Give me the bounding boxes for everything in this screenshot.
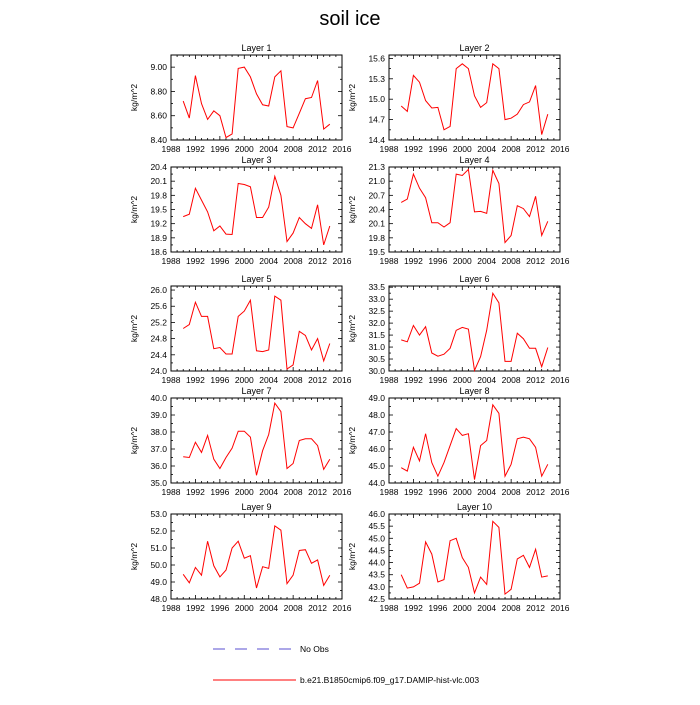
y-axis-label: kg/m^2 (129, 83, 139, 112)
panel-title: Layer 7 (241, 386, 272, 396)
y-tick-label: 26.0 (150, 285, 167, 296)
x-tick-label: 2000 (234, 375, 254, 385)
y-tick-label: 33.5 (368, 282, 385, 293)
series-line (401, 169, 548, 242)
panel-10 (347, 502, 570, 613)
panel-7 (129, 386, 352, 497)
x-tick-label: 2016 (550, 256, 570, 266)
y-tick-label: 31.0 (368, 342, 385, 353)
y-tick-label: 45.0 (368, 461, 385, 471)
x-tick-label: 2000 (452, 603, 472, 613)
x-tick-label: 2004 (477, 256, 497, 266)
x-tick-label: 2012 (526, 256, 546, 266)
panel-title: Layer 1 (241, 43, 272, 53)
x-tick-label: 2004 (259, 256, 279, 266)
x-tick-label: 1992 (403, 375, 423, 385)
y-tick-label: 49.0 (368, 393, 385, 403)
x-tick-label: 2000 (452, 487, 472, 497)
panel-title: Layer 10 (456, 502, 493, 512)
series-line (401, 521, 548, 594)
x-tick-label: 1988 (379, 603, 399, 613)
series-line (183, 296, 330, 369)
y-tick-label: 48.0 (368, 410, 385, 420)
x-tick-label: 2000 (234, 487, 254, 497)
y-axis-label: kg/m^2 (347, 195, 357, 224)
plot-frame (171, 398, 342, 483)
series-line (183, 176, 330, 245)
x-tick-label: 2008 (501, 256, 521, 266)
panel-6 (347, 274, 570, 385)
x-tick-label: 2012 (308, 144, 328, 154)
y-tick-label: 9.00 (150, 62, 167, 73)
y-tick-label: 19.8 (368, 232, 385, 243)
x-tick-label: 2016 (332, 144, 352, 154)
x-tick-label: 2012 (308, 256, 328, 266)
y-tick-label: 18.6 (150, 247, 167, 257)
x-tick-label: 2008 (501, 603, 521, 613)
x-tick-label: 1988 (161, 487, 181, 497)
y-tick-label: 19.5 (368, 247, 385, 257)
x-tick-label: 1992 (185, 256, 205, 266)
x-tick-label: 1996 (210, 375, 230, 385)
panel-3 (129, 155, 352, 266)
y-tick-label: 40.0 (150, 393, 167, 403)
x-tick-label: 2000 (234, 603, 254, 613)
y-tick-label: 52.0 (150, 526, 167, 536)
panel-5 (129, 274, 352, 385)
series-line (401, 405, 548, 480)
x-tick-label: 2016 (332, 256, 352, 266)
series-line (183, 67, 330, 138)
x-tick-label: 2012 (308, 375, 328, 385)
x-tick-label: 1992 (403, 487, 423, 497)
y-axis-label: kg/m^2 (129, 195, 139, 224)
x-tick-label: 2016 (332, 375, 352, 385)
x-tick-label: 2000 (234, 256, 254, 266)
x-tick-label: 1996 (428, 256, 448, 266)
series-line (183, 526, 330, 588)
y-tick-label: 21.3 (368, 162, 385, 172)
x-tick-label: 1996 (428, 603, 448, 613)
x-tick-label: 2016 (332, 603, 352, 613)
x-tick-label: 1988 (161, 603, 181, 613)
y-tick-label: 35.0 (150, 478, 167, 488)
x-tick-label: 2008 (501, 144, 521, 154)
x-tick-label: 1996 (210, 603, 230, 613)
x-tick-label: 2008 (283, 603, 303, 613)
y-tick-label: 50.0 (150, 560, 167, 570)
y-tick-label: 51.0 (150, 543, 167, 553)
x-tick-label: 2012 (526, 144, 546, 154)
x-tick-label: 1988 (161, 144, 181, 154)
y-axis-label: kg/m^2 (129, 542, 139, 571)
y-tick-label: 18.9 (150, 232, 167, 243)
plot-frame (389, 286, 560, 371)
x-tick-label: 2016 (550, 375, 570, 385)
y-tick-label: 38.0 (150, 427, 167, 437)
y-tick-label: 15.0 (368, 94, 385, 105)
plot-frame (171, 286, 342, 371)
y-tick-label: 48.0 (150, 594, 167, 604)
y-tick-label: 24.4 (150, 349, 167, 360)
y-tick-label: 46.0 (368, 444, 385, 454)
y-tick-label: 49.0 (150, 577, 167, 587)
y-tick-label: 15.3 (368, 73, 385, 84)
x-tick-label: 1996 (428, 487, 448, 497)
y-tick-label: 8.40 (150, 135, 167, 145)
x-tick-label: 2004 (259, 603, 279, 613)
y-tick-label: 15.6 (368, 53, 385, 64)
y-tick-label: 42.5 (368, 594, 385, 604)
x-tick-label: 1992 (185, 144, 205, 154)
y-tick-label: 37.0 (150, 444, 167, 454)
y-tick-label: 30.0 (368, 366, 385, 376)
y-tick-label: 20.7 (368, 190, 385, 201)
y-tick-label: 53.0 (150, 509, 167, 519)
y-tick-label: 20.4 (368, 204, 385, 215)
x-tick-label: 2012 (526, 375, 546, 385)
y-tick-label: 14.7 (368, 114, 385, 125)
y-tick-label: 44.0 (368, 478, 385, 488)
x-tick-label: 2000 (452, 256, 472, 266)
x-tick-label: 2012 (526, 487, 546, 497)
panel-2 (347, 43, 570, 154)
y-tick-label: 33.0 (368, 294, 385, 305)
x-tick-label: 1996 (210, 144, 230, 154)
x-tick-label: 1988 (379, 375, 399, 385)
x-tick-label: 2004 (259, 144, 279, 154)
y-tick-label: 32.0 (368, 318, 385, 329)
panel-1 (129, 43, 352, 154)
y-tick-label: 30.5 (368, 354, 385, 365)
panel-title: Layer 5 (241, 274, 272, 284)
plot-frame (389, 55, 560, 140)
x-tick-label: 2000 (452, 144, 472, 154)
series-line (401, 64, 548, 135)
x-tick-label: 2012 (308, 487, 328, 497)
panel-4 (347, 155, 570, 266)
y-tick-label: 19.8 (150, 190, 167, 201)
y-tick-label: 21.0 (368, 176, 385, 187)
x-tick-label: 1988 (161, 256, 181, 266)
x-tick-label: 1996 (210, 487, 230, 497)
y-tick-label: 31.5 (368, 330, 385, 341)
y-tick-label: 46.0 (368, 509, 385, 519)
x-tick-label: 1988 (379, 256, 399, 266)
y-tick-label: 8.80 (150, 86, 167, 97)
y-tick-label: 44.0 (368, 557, 385, 568)
x-tick-label: 2004 (477, 487, 497, 497)
y-tick-label: 25.2 (150, 317, 167, 328)
x-tick-label: 2016 (332, 487, 352, 497)
y-tick-label: 45.5 (368, 521, 385, 532)
y-tick-label: 19.2 (150, 218, 167, 229)
x-tick-label: 2004 (259, 487, 279, 497)
y-tick-label: 43.0 (368, 581, 385, 592)
x-tick-label: 1988 (379, 487, 399, 497)
x-tick-label: 1992 (403, 603, 423, 613)
x-tick-label: 1992 (185, 375, 205, 385)
panel-title: Layer 6 (459, 274, 490, 284)
y-axis-label: kg/m^2 (347, 83, 357, 112)
y-tick-label: 20.4 (150, 162, 167, 172)
x-tick-label: 2000 (452, 375, 472, 385)
y-axis-label: kg/m^2 (347, 426, 357, 455)
x-tick-label: 2008 (283, 144, 303, 154)
panel-title: Layer 9 (241, 502, 272, 512)
x-tick-label: 2016 (550, 144, 570, 154)
x-tick-label: 2008 (501, 375, 521, 385)
y-axis-label: kg/m^2 (129, 314, 139, 343)
plot-frame (171, 55, 342, 140)
panel-title: Layer 4 (459, 155, 490, 165)
panel-8 (347, 386, 570, 497)
x-tick-label: 2016 (550, 487, 570, 497)
x-tick-label: 2004 (259, 375, 279, 385)
panel-title: Layer 3 (241, 155, 272, 165)
y-tick-label: 39.0 (150, 410, 167, 420)
legend-model-label: b.e21.B1850cmip6.f09_g17.DAMIP-hist-vlc.003 (300, 675, 480, 685)
y-tick-label: 20.1 (368, 218, 385, 229)
x-tick-label: 2004 (477, 375, 497, 385)
y-tick-label: 44.5 (368, 545, 385, 556)
x-tick-label: 1996 (210, 256, 230, 266)
x-tick-label: 2008 (283, 375, 303, 385)
y-tick-label: 47.0 (368, 427, 385, 437)
x-tick-label: 2008 (501, 487, 521, 497)
legend (213, 644, 479, 685)
x-tick-label: 1988 (379, 144, 399, 154)
y-tick-label: 8.60 (150, 110, 167, 121)
legend-obs-label: No Obs (300, 644, 329, 654)
x-tick-label: 1992 (185, 603, 205, 613)
figure-title: soil ice (319, 8, 381, 30)
x-tick-label: 2012 (526, 603, 546, 613)
panel-9 (129, 502, 352, 613)
y-tick-label: 24.8 (150, 333, 167, 344)
x-tick-label: 2004 (477, 144, 497, 154)
x-tick-label: 2012 (308, 603, 328, 613)
x-tick-label: 2008 (283, 256, 303, 266)
y-axis-label: kg/m^2 (347, 542, 357, 571)
x-tick-label: 2000 (234, 144, 254, 154)
panel-title: Layer 2 (459, 43, 490, 53)
x-tick-label: 2004 (477, 603, 497, 613)
x-tick-label: 1992 (403, 256, 423, 266)
y-tick-label: 45.0 (368, 533, 385, 544)
y-tick-label: 25.6 (150, 301, 167, 312)
y-tick-label: 19.5 (150, 204, 167, 215)
panel-title: Layer 8 (459, 386, 490, 396)
y-tick-label: 24.0 (150, 366, 167, 376)
y-axis-label: kg/m^2 (347, 314, 357, 343)
y-tick-label: 20.1 (150, 176, 167, 187)
x-tick-label: 1992 (185, 487, 205, 497)
x-tick-label: 1996 (428, 375, 448, 385)
x-tick-label: 2016 (550, 603, 570, 613)
y-tick-label: 36.0 (150, 461, 167, 471)
y-axis-label: kg/m^2 (129, 426, 139, 455)
y-tick-label: 14.4 (368, 135, 385, 145)
x-tick-label: 1988 (161, 375, 181, 385)
plot-frame (389, 398, 560, 483)
x-tick-label: 1996 (428, 144, 448, 154)
series-line (401, 293, 548, 370)
series-line (183, 403, 330, 475)
y-tick-label: 43.5 (368, 569, 385, 580)
y-tick-label: 32.5 (368, 306, 385, 317)
x-tick-label: 2008 (283, 487, 303, 497)
x-tick-label: 1992 (403, 144, 423, 154)
